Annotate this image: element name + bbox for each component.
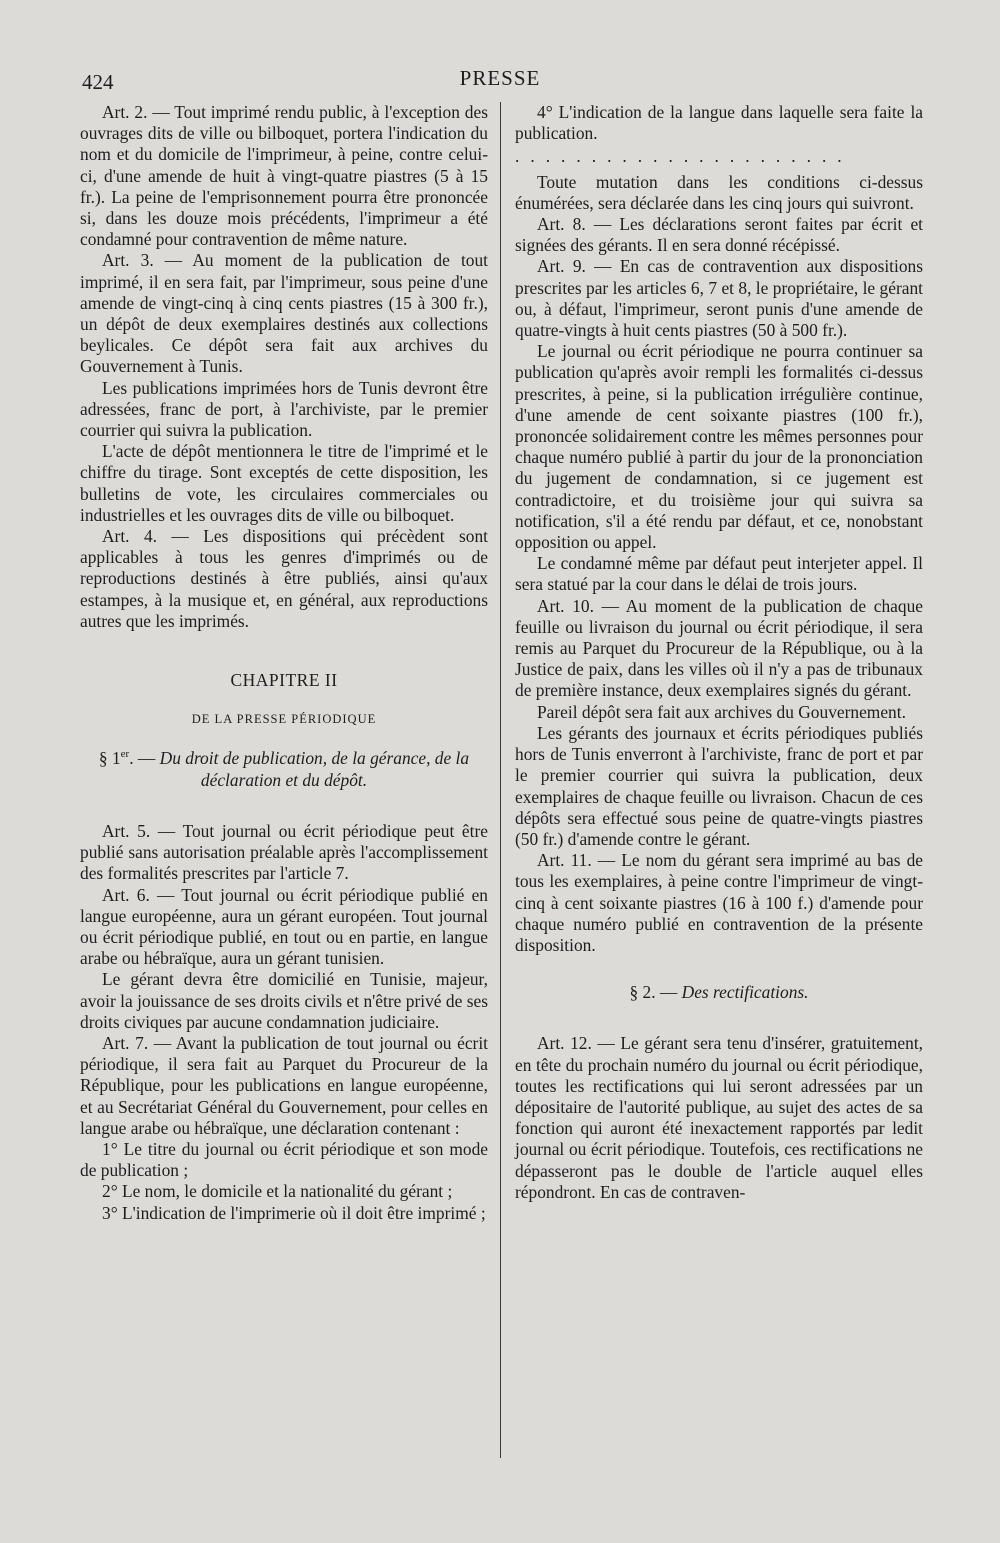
paragraph: Art. 9. — En cas de contravention aux dispositions prescrites par les articles 6, 7 et 8, le propriétaire, le gérant ou, à défaut, l'imprimeur, seront punis d'une amende de quatre-vingts à huit cents piastres (50 à 500 fr.). [515,256,923,341]
paragraph: Art. 7. — Avant la publication de tout journal ou écrit périodique, il sera fait au Parquet du Procureur de la République, pour les publications en langue européenne, et au Secrétariat Général du Gouvernement, pour celles en langue arabe ou hébraïque, une déclaration contenant : [80,1032,488,1138]
section-heading-1 [80,748,488,790]
paragraph: Toute mutation dans les conditions ci-dessus énumérées, sera déclarée dans les cinq jours qui suivront. [515,171,923,213]
right-paragraphs-middle [515,172,923,957]
left-column [80,102,488,1224]
section-dash: . — [129,748,160,769]
left-paragraphs-top [80,102,488,632]
right-paragraphs-bottom [515,1033,923,1203]
paragraph: Art. 11. — Le nom du gérant sera imprimé au bas de tous les exemplaires, à peine contre l'imprimeur de vingt-cinq à cent soixante piastres (16 à 100 f.) d'amende pour chaque numéro publié en contravention de la présente disposition. [515,850,923,955]
paragraph: Art. 5. — Tout journal ou écrit périodique peut être publié sans autorisation préalable après l'accomplissement des formalités prescrites par l'article 7. [80,820,488,884]
paragraph: Art. 6. — Tout journal ou écrit périodique publié en langue européenne, aura un gérant européen. Tout journal ou écrit périodique publié, en tout ou en partie, en langue arabe ou hébraïque, aura un gérant tunisien. [80,884,488,969]
left-paragraphs-bottom [80,821,488,1224]
paragraph: Art. 2. — Tout imprimé rendu public, à l'exception des ouvrages dits de ville ou bilboquet, portera l'indication du nom et du domicile de l'imprimeur, à peine, contre celui-ci, d'une amende de huit à vingt-quatre piastres (5 à 15 fr.). La peine de l'emprisonnement pourra être prononcée si, dans les douze mois précédents, l'imprimeur a été condamné pour contravention de même nature. [80,102,488,250]
paragraph: Pareil dépôt sera fait aux archives du Gouvernement. [537,701,906,722]
paragraph: Les publications imprimées hors de Tunis devront être adressées, franc de port, à l'archiviste, par le premier courrier qui suivra la publication. [80,377,488,441]
paragraph: 2° Le nom, le domicile et la nationalité du gérant ; [102,1181,453,1202]
section-mark-sup: er [120,748,130,761]
running-title: PRESSE [459,66,541,90]
ellipsis-dots: ...................... [515,146,853,167]
column-divider [500,102,501,1458]
paragraph: Art. 3. — Au moment de la publication de tout imprimé, il en sera fait, par l'imprimeur, sous peine d'une amende de vingt-cinq à cinq cents piastres (15 à 300 fr.), un dépôt de deux exemplaires destinés aux collections beylicales. Ce dépôt sera fait aux archives du Gouvernement à Tunis. [80,250,488,377]
section-heading-2 [515,982,923,1003]
paragraph: Art. 10. — Au moment de la publication de chaque feuille ou livraison du journal ou écrit périodique, il sera remis au Parquet du Procureur de la République, ou à la Justice de paix, dans les villes où il n'y a pas de tribunaux de première instance, deux exemplaires signés du gérant. [515,595,923,701]
paragraph: 3° L'indication de l'imprimerie où il doit être imprimé ; [102,1202,486,1223]
paragraph: 1° Le titre du journal ou écrit périodique et son mode de publication ; [80,1138,488,1181]
page-number: 424 [82,70,114,94]
paragraph: Les gérants des journaux et écrits périodiques publiés hors de Tunis enverront à l'archiviste, franc de port et par le premier courrier qui suivra la publication, deux exemplaires de chaque feuille ou livraison. Chacun de ces dépôts sera effectué sous peine de quatre-vingts piastres (50 fr.) d'amende contre le gérant. [515,722,923,849]
paragraph: L'acte de dépôt mentionnera le titre de l'imprimé et le chiffre du tirage. Sont exceptés de cette disposition, les bulletins de vote, les circulaires commerciales ou industrielles et les ouvrages dits de ville ou bilboquet. [80,441,488,525]
paragraph: Art. 4. — Les dispositions qui précèdent sont applicables à tous les genres d'imprimés ou de reproductions destinés à être publiés, ainsi qu'aux estampes, à la musique et, en général, aux reproductions autres que les imprimés. [80,526,488,631]
chapter-subtitle: DE LA PRESSE PÉRIODIQUE [191,712,377,727]
right-paragraphs-top [515,102,923,144]
section-title: Du droit de publication, de la gérance, de la déclaration et du dépôt. [159,748,470,790]
paragraph: Art. 8. — Les déclarations seront faites par écrit et signées des gérants. Il en sera donné récépissé. [515,214,923,256]
paragraph: Le condamné même par défaut peut interjeter appel. Il sera statué par la cour dans le délai de trois jours. [515,553,923,595]
chapter-title: CHAPITRE II [230,670,338,691]
section-mark: § 2. — [629,982,682,1003]
paragraph: Art. 12. — Le gérant sera tenu d'insérer, gratuitement, en tête du prochain numéro du journal ou écrit périodique, toutes les rectifications qui lui seront adressées par un dépositaire de l'autorité publique, au sujet des actes de sa fonction qui auront été inexactement rapportés par ledit journal ou écrit périodique. Toutefois, ces rectifications ne dépasseront pas le double de l'article auquel elles répondront. En cas de contraven- [515,1033,923,1202]
paragraph: Le journal ou écrit périodique ne pourra continuer sa publication qu'après avoir rempli les formalités ci-dessus prescrites, à peine, si la publication irrégulière continue, d'une amende de cent soixante piastres (100 fr.), prononcée solidairement contre les mêmes personnes pour chaque numéro publié à partir du jour de la prononciation du jugement de condamnation, si ce jugement est contradictoire, et du troisième jour qui suivra sa notification, s'il a été rendu par défaut, et ce, nonobstant opposition ou appel. [515,341,923,553]
section-mark: § 1 [98,748,121,769]
right-column [515,102,923,1203]
paragraph: Le gérant devra être domicilié en Tunisie, majeur, avoir la jouissance de ses droits civils et n'être privé de ses droits civiques par aucune condamnation judiciaire. [80,969,488,1032]
section-title: Des rectifications. [681,982,809,1003]
paragraph: 4° L'indication de la langue dans laquelle sera faite la publication. [515,102,923,144]
